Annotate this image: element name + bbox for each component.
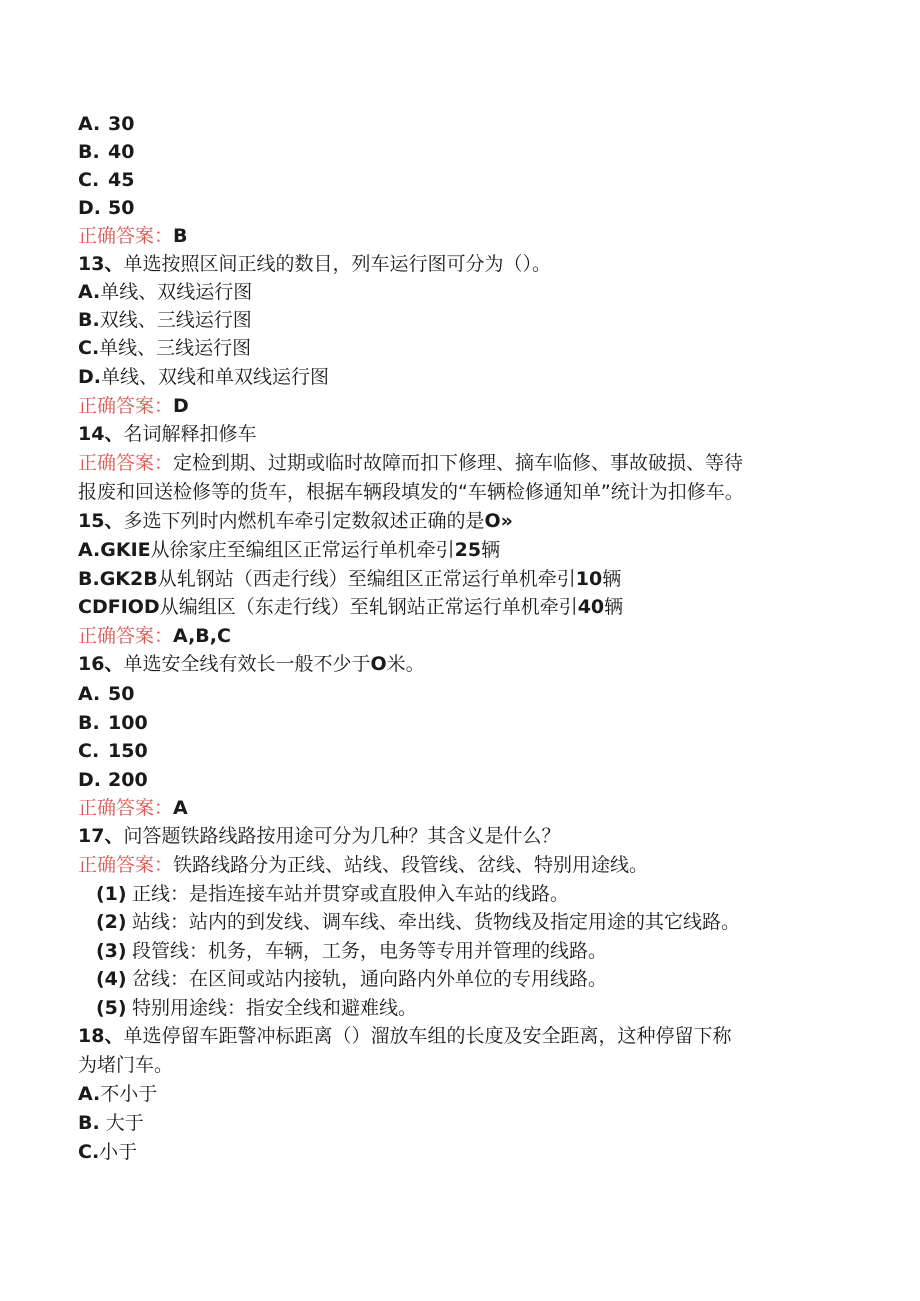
answer-subitem: (4) 岔线：在区间或站内接轨，通向路内外单位的专用线路。 (96, 968, 608, 990)
answer-continuation: 报废和回送检修等的货车，根据车辆段填发的“车辆检修通知单”统计为扣修车。 (78, 481, 744, 503)
question-14: 14、名词解释扣修车 (78, 423, 257, 445)
question-16: 16、单选安全线有效长一般不少于O米。 (78, 653, 425, 675)
answer-line: 正确答案：A (78, 797, 188, 819)
question-15: 15、多选下列时内燃机车牵引定数叙述正确的是O» (78, 510, 513, 532)
option-b: B. 40 (78, 141, 135, 163)
option-b: B.双线、三线运行图 (78, 309, 252, 331)
answer-line: 正确答案：D (78, 395, 189, 417)
option-d: D.单线、双线和单双线运行图 (78, 366, 330, 388)
question-18: 18、单选停留车距警冲标距离（）溜放车组的长度及安全距离，这种停留下称 (78, 1025, 732, 1047)
answer-line: 正确答案：定检到期、过期或临时故障而扣下修理、摘车临修、事故破损、等待 (78, 452, 744, 474)
option-a: A. 30 (78, 113, 135, 135)
option-a: A.GKIE从徐家庄至编组区正常运行单机牵引25辆 (78, 539, 501, 561)
answer-subitem: (5) 特别用途线：指安全线和避难线。 (96, 997, 418, 1019)
answer-line: 正确答案：A,B,C (78, 625, 231, 647)
option-a: A. 50 (78, 683, 135, 705)
answer-line: 正确答案：B (78, 225, 188, 247)
option-b: B. 100 (78, 712, 148, 734)
option-c: C.小于 (78, 1141, 138, 1163)
question-13: 13、单选按照区间正线的数目，列车运行图可分为（）。 (78, 253, 551, 275)
option-d: D. 50 (78, 197, 135, 219)
answer-line: 正确答案：铁路线路分为正线、站线、段管线、岔线、特别用途线。 (78, 854, 649, 876)
question-continuation: 为堵门车。 (78, 1054, 174, 1076)
option-b: B. 大于 (78, 1112, 144, 1134)
option-c: C. 150 (78, 740, 148, 762)
answer-subitem: (1) 正线：是指连接车站并贯穿或直股伸入车站的线路。 (96, 883, 570, 905)
option-c: C. 45 (78, 169, 135, 191)
option-c: CDFIOD从编组区（东走行线）至轧钢站正常运行单机牵引40辆 (78, 596, 624, 618)
option-a: A.单线、双线运行图 (78, 281, 253, 303)
option-c: C.单线、三线运行图 (78, 337, 252, 359)
option-a: A.不小于 (78, 1083, 158, 1105)
answer-subitem: (3) 段管线：机务，车辆，工务，电务等专用并管理的线路。 (96, 940, 608, 962)
answer-subitem: (2) 站线：站内的到发线、调车线、牵出线、货物线及指定用途的其它线路。 (96, 911, 741, 933)
option-d: D. 200 (78, 769, 148, 791)
option-b: B.GK2B从轧钢站（西走行线）至编组区正常运行单机牵引10辆 (78, 568, 622, 590)
question-17: 17、问答题铁路线路按用途可分为几种？其含义是什么？ (78, 825, 561, 847)
